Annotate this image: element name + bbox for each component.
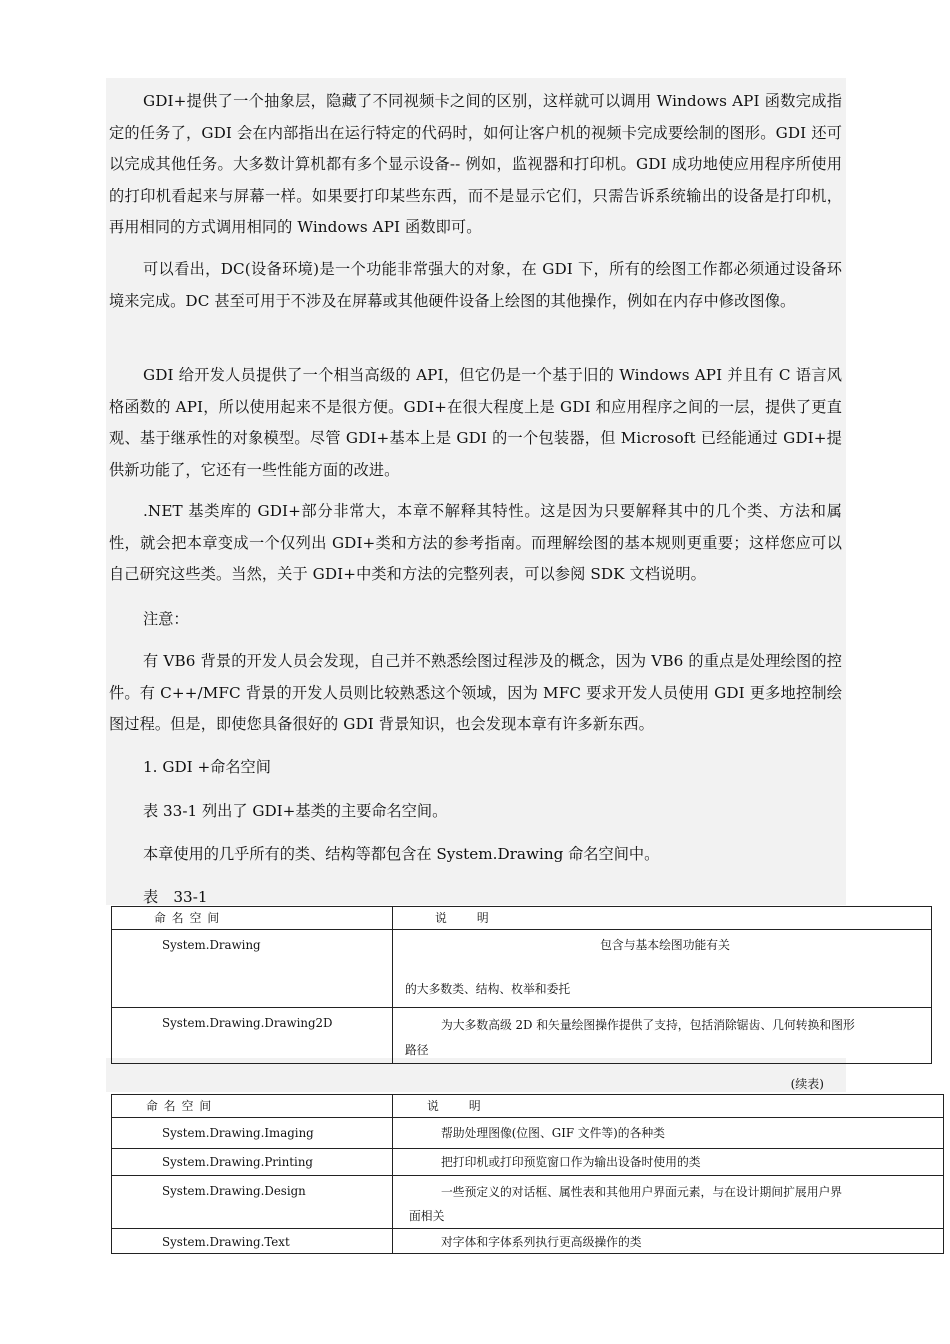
table-caption: 表 33-1 bbox=[143, 888, 208, 906]
table-row bbox=[112, 1149, 944, 1176]
namespace-name: System.Drawing.Design bbox=[112, 1176, 393, 1229]
description-text-continued: 路径 bbox=[405, 1043, 429, 1057]
namespace-name: System.Drawing.Imaging bbox=[112, 1118, 393, 1149]
header-description: 说 明 bbox=[393, 907, 932, 930]
description-text: 为大多数高级 2D 和矢量绘图操作提供了支持，包括消除锯齿、几何转换和图形 bbox=[441, 1018, 855, 1032]
paragraph-vb6-mfc-note: 有 VB6 背景的开发人员会发现，自己并不熟悉绘图过程涉及的概念，因为 VB6 的重点是处理绘图的控件。有 C++/MFC 背景的开发人员则比较熟悉这个领域，因为 MFC 要求开发人员使用 GDI 更多地控制绘图过程。但是，即使您具备很好的 GDI 背景知识，也会发现本章有许多新东西。 bbox=[109, 652, 842, 733]
header-description: 说 明 bbox=[393, 1095, 944, 1118]
namespace-name: System.Drawing.Drawing2D bbox=[112, 1008, 393, 1064]
namespace-description bbox=[393, 1008, 932, 1064]
namespace-description bbox=[393, 1176, 944, 1229]
namespace-description: 把打印机或打印预览窗口作为输出设备时使用的类 bbox=[393, 1149, 944, 1176]
table-row bbox=[112, 1118, 944, 1149]
namespace-description bbox=[393, 930, 932, 1008]
namespace-name: System.Drawing.Text bbox=[112, 1229, 393, 1254]
section-heading: 1. GDI +命名空间 bbox=[143, 758, 271, 776]
paragraph-table-intro: 表 33-1 列出了 GDI+基类的主要命名空间。 bbox=[143, 802, 448, 820]
namespace-name: System.Drawing.Printing bbox=[112, 1149, 393, 1176]
table-header-row bbox=[112, 907, 932, 930]
paragraph-gdi-plus-abstraction: GDI+提供了一个抽象层，隐藏了不同视频卡之间的区别，这样就可以调用 Windows API 函数完成指定的任务了，GDI 会在内部指出在运行特定的代码时，如何让客户机的视频卡完成要绘制的图形。GDI 还可以完成其他任务。大多数计算机都有多个显示设备-- 例如，监视器和打印机。GDI 成功地使应用程序所使用的打印机看起来与屏幕一样。如果要打印某些东西，而不是显示它们，只需告诉系统输出的设备是打印机，再用相同的方式调用相同的 Windows API 函数即可。 bbox=[109, 92, 842, 236]
namespace-name: System.Drawing bbox=[112, 930, 393, 1008]
description-text-continued: 面相关 bbox=[409, 1209, 445, 1223]
description-text-continued: 的大多数类、结构、枚举和委托 bbox=[405, 982, 571, 996]
table-row bbox=[112, 1229, 944, 1254]
table-row bbox=[112, 930, 932, 1008]
header-namespace: 命名空间 bbox=[112, 907, 393, 930]
paragraph-device-context: 可以看出，DC(设备环境)是一个功能非常强大的对象，在 GDI 下，所有的绘图工作都必须通过设备环境来完成。DC 甚至可用于不涉及在屏幕或其他硬件设备上绘图的其他操作，例如在内存中修改图像。 bbox=[109, 260, 842, 310]
table-row bbox=[112, 1176, 944, 1229]
paragraph-gdi-api: GDI 给开发人员提供了一个相当高级的 API，但它仍是一个基于旧的 Windows API 并且有 C 语言风格函数的 API，所以使用起来不是很方便。GDI+在很大程度上是 GDI 和应用程序之间的一层，提供了更直观、基于继承性的对象模型。尽管 GDI+基本上是 GDI 的一个包装器，但 Microsoft 已经能通过 GDI+提供新功能了，它还有一些性能方面的改进。 bbox=[109, 366, 842, 479]
paragraph-system-drawing: 本章使用的几乎所有的类、结构等都包含在 System.Drawing 命名空间中。 bbox=[143, 845, 660, 863]
table-row bbox=[112, 1008, 932, 1064]
table-header-row bbox=[112, 1095, 944, 1118]
header-namespace: 命名空间 bbox=[112, 1095, 393, 1118]
continued-label: (续表) bbox=[790, 1077, 824, 1091]
namespace-table-continued bbox=[111, 1094, 944, 1254]
note-label: 注意： bbox=[143, 610, 189, 628]
paragraph-net-base-library: .NET 基类库的 GDI+部分非常大，本章不解释其特性。这是因为只要解释其中的几个类、方法和属性，就会把本章变成一个仅列出 GDI+类和方法的参考指南。而理解绘图的基本规则更重要；这样您应可以自己研究这些类。当然，关于 GDI+中类和方法的完整列表，可以参阅 SDK 文档说明。 bbox=[109, 502, 842, 583]
description-text: 包含与基本绘图功能有关 bbox=[600, 938, 730, 952]
namespace-description: 帮助处理图像(位图、GIF 文件等)的各种类 bbox=[393, 1118, 944, 1149]
namespace-description: 对字体和字体系列执行更高级操作的类 bbox=[393, 1229, 944, 1254]
namespace-table bbox=[111, 906, 932, 1064]
description-text: 一些预定义的对话框、属性表和其他用户界面元素，与在设计期间扩展用户界 bbox=[441, 1185, 843, 1199]
